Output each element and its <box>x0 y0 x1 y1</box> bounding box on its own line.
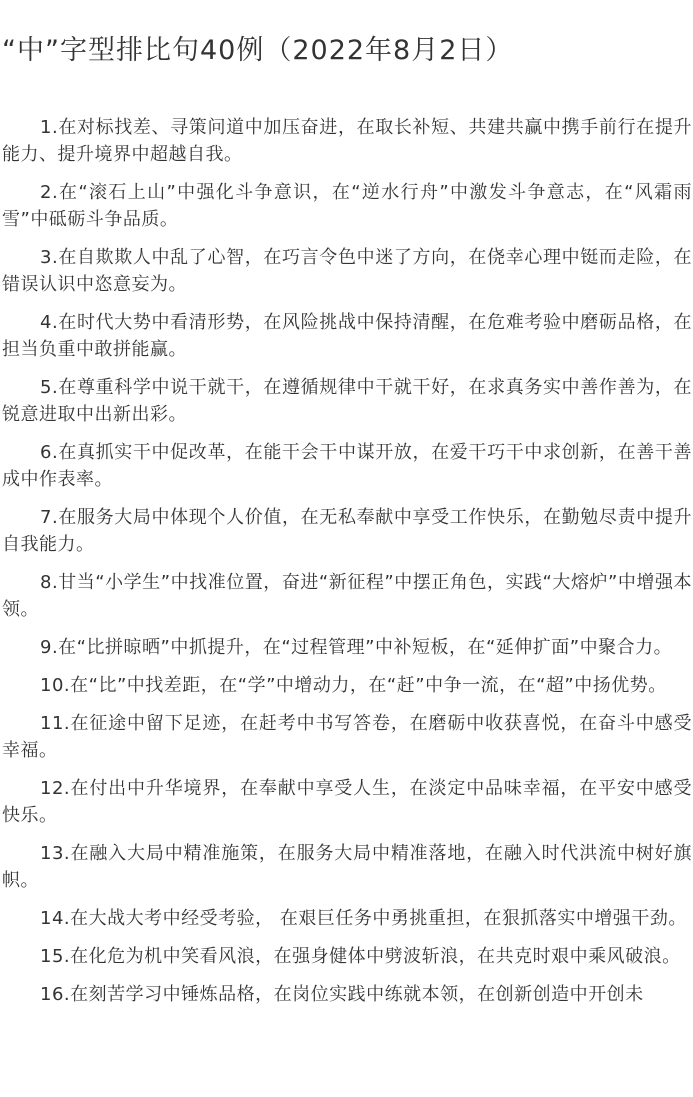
list-item: 13.在融入大局中精准施策，在服务大局中精准落地，在融入时代洪流中树好旗帜。 <box>2 843 692 891</box>
list-item: 10.在“比”中找差距，在“学”中增动力，在“赶”中争一流，在“超”中扬优势。 <box>40 675 667 696</box>
list-item: 8.甘当“小学生”中找准位置，奋进“新征程”中摆正角色，实践“大熔炉”中增强本领。 <box>2 572 692 620</box>
article-title: “中”字型排比句40例（2022年8月2日） <box>2 35 514 66</box>
list-item: 11.在征途中留下足迹，在赶考中书写答卷，在磨砺中收获喜悦，在奋斗中感受幸福。 <box>2 713 692 761</box>
list-item: 16.在刻苦学习中锤炼品格，在岗位实践中练就本领，在创新创造中开创未 <box>40 984 644 1005</box>
list-item: 3.在自欺欺人中乱了心智，在巧言令色中迷了方向，在侥幸心理中铤而走险，在错误认识中恣意妄为。 <box>2 247 692 295</box>
list-item: 15.在化危为机中笑看风浪，在强身健体中劈波斩浪，在共克时艰中乘风破浪。 <box>40 946 681 967</box>
list-item: 7.在服务大局中体现个人价值，在无私奉献中享受工作快乐，在勤勉尽责中提升自我能力。 <box>2 507 692 555</box>
list-item: 2.在“滚石上山”中强化斗争意识，在“逆水行舟”中激发斗争意志，在“风霜雨雪”中砥砺斗争品质。 <box>2 182 692 230</box>
list-item: 5.在尊重科学中说干就干，在遵循规律中干就干好，在求真务实中善作善为，在锐意进取中出新出彩。 <box>2 377 692 425</box>
list-item: 1.在对标找差、寻策问道中加压奋进，在取长补短、共建共赢中携手前行在提升能力、提升境界中超越自我。 <box>2 117 692 165</box>
list-item: 6.在真抓实干中促改革，在能干会干中谋开放，在爱干巧干中求创新，在善干善成中作表率。 <box>2 442 692 490</box>
sentence-list <box>2 114 692 1008</box>
list-item: 12.在付出中升华境界，在奉献中享受人生，在淡定中品味幸福，在平安中感受快乐。 <box>2 778 692 826</box>
list-item: 14.在大战大考中经受考验， 在艰巨任务中勇挑重担，在狠抓落实中增强干劲。 <box>40 908 687 929</box>
list-item: 4.在时代大势中看清形势，在风险挑战中保持清醒，在危难考验中磨砺品格，在担当负重中敢拼能赢。 <box>2 312 692 360</box>
list-item: 9.在“比拼晾晒”中抓提升，在“过程管理”中补短板，在“延伸扩面”中聚合力。 <box>40 637 673 658</box>
